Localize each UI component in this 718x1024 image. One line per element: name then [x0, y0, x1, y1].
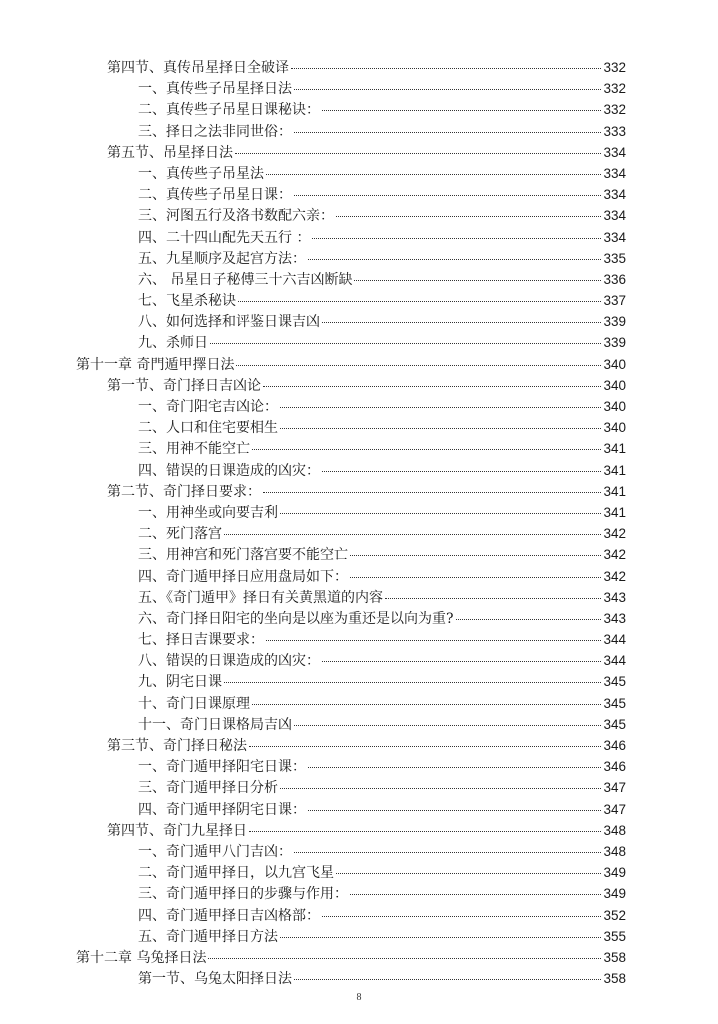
toc-entry-page: 339: [603, 314, 626, 330]
toc-entry[interactable]: [76, 947, 626, 968]
toc-entry-page: 345: [603, 674, 626, 690]
toc-entry-title: 第二节、奇门择日要求：: [107, 483, 261, 500]
toc-entry[interactable]: [138, 290, 626, 311]
toc-entry-title: 第五节、吊星择日法: [107, 144, 233, 161]
toc-entry[interactable]: [107, 820, 626, 841]
toc-entry-page: 339: [603, 335, 626, 351]
toc-entry-page: 336: [603, 271, 626, 287]
toc-entry-page: 358: [603, 949, 626, 965]
toc-entry-title: 三、奇门遁甲择日的步骤与作用：: [138, 886, 348, 903]
toc-entry-page: 346: [603, 738, 626, 753]
toc-entry[interactable]: [138, 460, 626, 481]
toc-entry-title: 五、九星顺序及起宫方法：: [138, 250, 306, 267]
toc-entry-page: 345: [603, 695, 626, 711]
toc-entry[interactable]: [138, 311, 626, 332]
toc-entry-title: 一、真传些子吊星择日法: [138, 81, 292, 98]
toc-entry[interactable]: [138, 523, 626, 544]
toc-entry-page: 355: [603, 928, 626, 944]
dot-leader: [294, 852, 601, 853]
toc-entry-title: 二、奇门遁甲择日，以九宫飞星: [138, 865, 334, 882]
dot-leader: [280, 513, 601, 514]
toc-entry-page: 340: [603, 377, 626, 393]
toc-entry-page: 348: [603, 822, 626, 838]
dot-leader: [294, 725, 601, 726]
toc-entry-page: 334: [603, 187, 626, 203]
toc-entry-page: 341: [603, 462, 626, 478]
dot-leader: [252, 449, 601, 450]
dot-leader: [350, 555, 601, 556]
dot-leader: [336, 873, 601, 874]
dot-leader: [322, 661, 601, 662]
toc-entry[interactable]: [138, 926, 626, 947]
toc-entry-title: 七、择日吉课要求：: [138, 632, 264, 649]
toc-entry-page: 332: [603, 60, 626, 75]
toc-entry-page: 334: [603, 208, 626, 224]
toc-entry[interactable]: [107, 735, 626, 756]
toc-entry-title: 一、奇门遁甲八门吉凶：: [138, 843, 292, 860]
toc-entry-title: 第十一章 奇門遁甲擇日法: [76, 356, 235, 373]
toc-entry[interactable]: [138, 227, 626, 248]
dot-leader: [294, 979, 601, 980]
toc-entry-page: 344: [603, 632, 626, 648]
toc-entry-page: 343: [603, 589, 626, 605]
toc-entry-page: 342: [603, 568, 626, 584]
dot-leader: [354, 280, 601, 281]
toc-entry-title: 四、奇门遁甲择日应用盘局如下：: [138, 568, 348, 585]
toc-entry-title: 四、二十四山配先天五行 ：: [138, 229, 311, 246]
toc-entry[interactable]: [138, 78, 626, 99]
dot-leader: [266, 174, 601, 175]
dot-leader: [308, 259, 601, 260]
toc-entry-title: 四、奇门遁甲择阴宅日课：: [138, 801, 306, 818]
toc-entry-page: 352: [603, 907, 626, 923]
toc-entry-page: 340: [603, 420, 626, 436]
toc-entry-title: 二、真传些子吊星日课秘诀：: [138, 102, 320, 119]
dot-leader: [294, 89, 601, 90]
toc-entry[interactable]: [138, 587, 626, 608]
toc-entry-page: 332: [603, 81, 626, 97]
toc-entry-title: 四、错误的日课造成的凶灾：: [138, 462, 320, 479]
toc-entry-page: 343: [603, 610, 626, 626]
dot-leader: [224, 682, 601, 683]
dot-leader: [224, 534, 601, 535]
dot-leader: [236, 365, 601, 366]
dot-leader: [291, 68, 601, 69]
toc-entry-page: 337: [603, 293, 626, 309]
toc-entry-page: 349: [603, 865, 626, 881]
toc-entry[interactable]: [138, 756, 626, 777]
dot-leader: [280, 407, 601, 408]
dot-leader: [208, 958, 601, 959]
toc-entry-page: 334: [603, 229, 626, 245]
dot-leader: [280, 428, 601, 429]
dot-leader: [312, 238, 601, 239]
dot-leader: [266, 640, 601, 641]
dot-leader: [263, 492, 601, 493]
toc-entry-page: 358: [603, 971, 626, 987]
toc-entry-page: 341: [603, 441, 626, 457]
toc-entry-title: 第三节、奇门择日秘法: [107, 738, 247, 754]
dot-leader: [249, 746, 601, 747]
dot-leader: [280, 788, 601, 789]
toc-entry-title: 九、阴宅日课: [138, 674, 222, 691]
toc-entry[interactable]: [138, 184, 626, 205]
toc-entry-title: 三、奇门遁甲择日分析: [138, 780, 278, 797]
dot-leader: [294, 132, 601, 133]
toc-entry[interactable]: [138, 693, 626, 714]
dot-leader: [456, 619, 602, 620]
toc-entry-title: 第一节、奇门择日吉凶论: [107, 377, 261, 394]
toc-entry-title: 四、奇门遁甲择日吉凶格部：: [138, 907, 320, 924]
toc-entry-page: 342: [603, 547, 626, 563]
toc-entry[interactable]: [107, 481, 626, 502]
toc-entry-title: 八、如何选择和评鉴日课吉凶: [138, 314, 320, 331]
dot-leader: [322, 916, 601, 917]
toc-entry-page: 344: [603, 653, 626, 669]
toc-entry-title: 十、奇门日课原理: [138, 695, 250, 712]
dot-leader: [294, 195, 601, 196]
dot-leader: [280, 937, 601, 938]
dot-leader: [210, 343, 601, 344]
toc-entry-title: 五、《奇门遁甲》择日有关黄黑道的内容: [138, 589, 383, 606]
toc-entry[interactable]: [138, 777, 626, 798]
toc-entry-page: 348: [603, 843, 626, 859]
dot-leader: [350, 894, 601, 895]
dot-leader: [252, 704, 601, 705]
toc-entry-title: 一、真传些子吊星法: [138, 165, 264, 182]
toc-entry[interactable]: [107, 57, 626, 78]
toc-entry[interactable]: [138, 99, 626, 120]
toc-entry-title: 第一节、乌兔太阳择日法: [138, 971, 292, 988]
dot-leader: [308, 810, 601, 811]
toc-entry-title: 一、奇门遁甲择阳宅日课：: [138, 759, 306, 776]
toc-entry-page: 342: [603, 526, 626, 542]
toc-entry-title: 第四节、真传吊星择日全破译: [107, 60, 289, 76]
dot-leader: [336, 216, 601, 217]
toc-entry[interactable]: [138, 650, 626, 671]
toc-entry-title: 第四节、奇门九星择日: [107, 822, 247, 839]
dot-leader: [322, 322, 601, 323]
toc-entry-title: 二、人口和住宅要相生: [138, 420, 278, 437]
toc-entry[interactable]: [138, 121, 626, 142]
toc-entry-title: 十一、奇门日课格局吉凶: [138, 716, 292, 733]
toc-entry[interactable]: [138, 671, 626, 692]
toc-entry-page: 341: [603, 483, 626, 499]
toc-entry[interactable]: [107, 142, 626, 163]
dot-leader: [322, 110, 601, 111]
toc-entry-title: 二、死门落宫: [138, 526, 222, 543]
toc-entry[interactable]: [138, 438, 626, 459]
toc-entry-title: 第十二章 乌兔择日法: [76, 949, 207, 966]
toc-entry-title: 三、用神不能空亡: [138, 441, 250, 458]
table-of-contents: [0, 57, 718, 989]
toc-entry[interactable]: [138, 544, 626, 565]
dot-leader: [322, 471, 601, 472]
toc-entry[interactable]: [138, 163, 626, 184]
toc-entry-page: 345: [603, 716, 626, 732]
dot-leader: [385, 598, 601, 599]
toc-entry-title: 二、真传些子吊星日课：: [138, 187, 292, 204]
dot-leader: [350, 577, 601, 578]
toc-entry-title: 八、错误的日课造成的凶灾：: [138, 653, 320, 670]
toc-entry-title: 五、奇门遁甲择日方法: [138, 928, 278, 945]
toc-entry-page: 341: [603, 504, 626, 520]
dot-leader: [249, 831, 601, 832]
toc-entry[interactable]: [138, 332, 626, 353]
toc-entry[interactable]: [138, 502, 626, 523]
toc-entry-page: 333: [603, 123, 626, 139]
dot-leader: [238, 301, 601, 302]
dot-leader: [263, 386, 601, 387]
toc-entry-page: 346: [603, 759, 626, 775]
toc-entry-page: 340: [603, 399, 626, 414]
toc-entry[interactable]: [138, 841, 626, 862]
toc-entry-page: 334: [603, 165, 626, 181]
toc-entry[interactable]: [138, 417, 626, 438]
toc-entry[interactable]: [138, 248, 626, 269]
toc-entry-title: 六、奇门择日阳宅的坐向是以座为重还是以向为重?: [138, 610, 454, 627]
toc-entry-page: 340: [603, 356, 626, 372]
dot-leader: [308, 767, 601, 768]
toc-entry[interactable]: [138, 608, 626, 629]
toc-entry[interactable]: [138, 269, 626, 290]
toc-entry[interactable]: [138, 629, 626, 650]
toc-entry-title: 七、飞星杀秘诀: [138, 293, 236, 310]
toc-entry-page: 347: [603, 801, 626, 817]
toc-entry-title: 九、杀师日: [138, 335, 208, 352]
toc-entry[interactable]: [138, 905, 626, 926]
toc-entry-title: 一、用神坐或向要吉利: [138, 504, 278, 521]
toc-entry[interactable]: [138, 883, 626, 904]
page-number: 8: [356, 992, 362, 1003]
toc-entry-title: 三、择日之法非同世俗：: [138, 123, 292, 140]
dot-leader: [235, 153, 601, 154]
toc-entry-title: 六、 吊星日子秘傅三十六吉凶断缺: [138, 271, 353, 288]
toc-entry[interactable]: [138, 396, 626, 417]
toc-entry[interactable]: [76, 354, 626, 375]
toc-entry[interactable]: [138, 205, 626, 226]
toc-entry[interactable]: [138, 799, 626, 820]
toc-entry-title: 三、用神宫和死门落宫要不能空亡: [138, 547, 348, 564]
toc-entry-page: 347: [603, 780, 626, 796]
toc-entry[interactable]: [138, 714, 626, 735]
toc-entry-page: 349: [603, 886, 626, 902]
toc-entry[interactable]: [138, 566, 626, 587]
toc-entry-page: 334: [603, 144, 626, 160]
toc-entry-page: 332: [603, 102, 626, 118]
toc-entry-title: 三、河图五行及洛书数配六亲：: [138, 208, 334, 225]
toc-entry-page: 335: [603, 250, 626, 266]
toc-entry[interactable]: [138, 862, 626, 883]
toc-entry[interactable]: [138, 968, 626, 989]
toc-entry[interactable]: [107, 375, 626, 396]
toc-entry-title: 一、奇门阳宅吉凶论：: [138, 399, 278, 415]
